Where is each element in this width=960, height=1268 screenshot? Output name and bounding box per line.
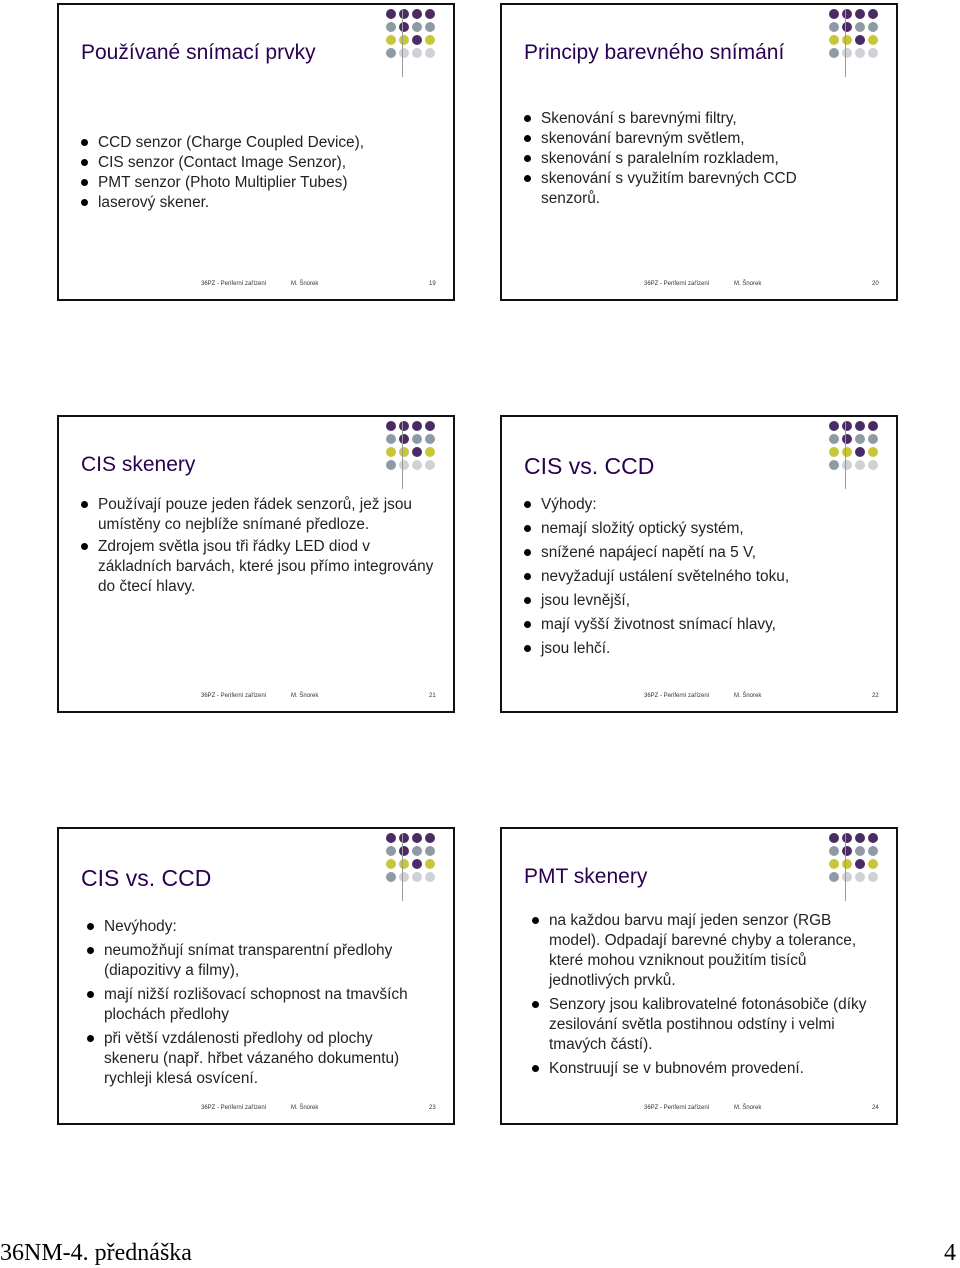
slide-number: 20 — [872, 281, 879, 287]
footer-course: 36PZ - Periferní zařízení — [201, 281, 267, 287]
decorative-dot — [399, 846, 409, 856]
footer-author: M. Šnorek — [291, 281, 319, 287]
decorative-dot — [386, 421, 396, 431]
decorative-dot — [829, 872, 839, 882]
decorative-dot — [386, 48, 396, 58]
page-number: 4 — [944, 1240, 956, 1266]
slide-number: 22 — [872, 693, 879, 699]
decorative-dot — [829, 460, 839, 470]
decorative-dot — [842, 9, 852, 19]
decorative-dot-grid — [386, 421, 435, 470]
decorative-dot — [386, 846, 396, 856]
list-item: Nevýhody: — [87, 917, 427, 937]
decorative-dot — [855, 9, 865, 19]
decorative-dot-grid — [829, 9, 878, 58]
bullet-list — [81, 495, 439, 597]
decorative-dot — [399, 22, 409, 32]
decorative-dot — [842, 434, 852, 444]
decorative-dot — [425, 48, 435, 58]
slide-21 — [57, 415, 455, 713]
list-item: snížené napájecí napětí na 5 V, — [524, 543, 886, 563]
decorative-dot — [399, 434, 409, 444]
decorative-dot — [829, 22, 839, 32]
footer-course: 36PZ - Periferní zařízení — [201, 1105, 267, 1111]
decorative-dot — [425, 447, 435, 457]
slide-title: Používané snímací prvky — [81, 41, 316, 64]
slide-20 — [500, 3, 898, 301]
decorative-dot — [868, 460, 878, 470]
decorative-dot — [855, 48, 865, 58]
decorative-dot — [855, 460, 865, 470]
footer-author: M. Šnorek — [734, 281, 762, 287]
decorative-dot — [425, 833, 435, 843]
slide-number: 19 — [429, 281, 436, 287]
decorative-dot — [386, 460, 396, 470]
decorative-dot — [412, 859, 422, 869]
decorative-dot-grid — [829, 833, 878, 882]
decorative-dot — [868, 859, 878, 869]
list-item: Senzory jsou kalibrovatelné fotonásobiče (díky zesilování světla postihnou odstíny i velmi tmavých částí). — [532, 995, 874, 1055]
list-item: nemají složitý optický systém, — [524, 519, 886, 539]
list-item: nevyžadují ustálení světelného toku, — [524, 567, 886, 587]
slide-title: CIS vs. CCD — [81, 865, 212, 891]
decorative-dot — [412, 48, 422, 58]
footer-course: 36PZ - Periferní zařízení — [644, 281, 710, 287]
list-item: na každou barvu mají jeden senzor (RGB model). Odpadají barevné chyby a tolerance, které mohou vzniknout použitím tisíců jednotlivých prvků. — [532, 911, 874, 991]
decorative-dot — [842, 421, 852, 431]
decorative-dot — [386, 35, 396, 45]
decorative-dot — [855, 22, 865, 32]
decorative-dot — [425, 421, 435, 431]
decorative-dot-grid — [386, 833, 435, 882]
list-item: CCD senzor (Charge Coupled Device), — [81, 133, 443, 153]
decorative-dot — [399, 48, 409, 58]
decorative-dot — [399, 872, 409, 882]
decorative-dot — [855, 846, 865, 856]
slide-title: CIS vs. CCD — [524, 453, 655, 479]
decorative-dot — [868, 846, 878, 856]
slide-23 — [57, 827, 455, 1125]
lecture-title: 36NM-4. přednáška — [0, 1240, 192, 1266]
decorative-dot — [386, 833, 396, 843]
divider-line — [845, 421, 846, 489]
decorative-dot — [425, 859, 435, 869]
list-item: jsou lehčí. — [524, 639, 886, 659]
decorative-dot — [412, 846, 422, 856]
decorative-dot — [829, 35, 839, 45]
divider-line — [845, 9, 846, 77]
decorative-dot — [842, 35, 852, 45]
decorative-dot — [425, 9, 435, 19]
decorative-dot — [842, 447, 852, 457]
decorative-dot — [855, 421, 865, 431]
decorative-dot — [829, 434, 839, 444]
decorative-dot — [386, 872, 396, 882]
decorative-dot — [425, 846, 435, 856]
decorative-dot — [842, 859, 852, 869]
bullet-list — [524, 495, 886, 659]
list-item: skenování barevným světlem, — [524, 129, 836, 149]
slide-title: PMT skenery — [524, 865, 648, 888]
decorative-dot — [868, 9, 878, 19]
list-item: jsou levnější, — [524, 591, 886, 611]
decorative-dot — [829, 48, 839, 58]
decorative-dot — [829, 447, 839, 457]
decorative-dot — [842, 22, 852, 32]
decorative-dot — [412, 9, 422, 19]
decorative-dot — [425, 872, 435, 882]
decorative-dot — [425, 434, 435, 444]
decorative-dot — [842, 460, 852, 470]
divider-line — [402, 421, 403, 489]
footer-author: M. Šnorek — [734, 1105, 762, 1111]
decorative-dot — [399, 460, 409, 470]
decorative-dot — [412, 872, 422, 882]
decorative-dot — [829, 833, 839, 843]
divider-line — [845, 833, 846, 901]
slide-number: 23 — [429, 1105, 436, 1111]
list-item: neumožňují snímat transparentní předlohy (diapozitivy a filmy), — [87, 941, 427, 981]
decorative-dot — [842, 833, 852, 843]
slide-number: 21 — [429, 693, 436, 699]
footer-author: M. Šnorek — [291, 1105, 319, 1111]
decorative-dot — [868, 48, 878, 58]
list-item: Používají pouze jeden řádek senzorů, jež jsou umístěny co nejblíže snímané předloze. — [81, 495, 439, 535]
list-item: Konstruují se v bubnovém provedení. — [532, 1059, 874, 1079]
decorative-dot — [399, 421, 409, 431]
list-item: Zdrojem světla jsou tři řádky LED diod v základních barvách, které jsou přímo integrovány do čtecí hlavy. — [81, 537, 439, 597]
list-item: laserový skener. — [81, 193, 443, 213]
slide-title: CIS skenery — [81, 453, 196, 476]
list-item: při větší vzdálenosti předlohy od plochy skeneru (např. hřbet vázaného dokumentu) rychleji klesá osvícení. — [87, 1029, 427, 1089]
decorative-dot — [412, 434, 422, 444]
decorative-dot — [386, 447, 396, 457]
slide-24 — [500, 827, 898, 1125]
decorative-dot — [412, 22, 422, 32]
decorative-dot — [399, 447, 409, 457]
decorative-dot-grid — [386, 9, 435, 58]
decorative-dot — [399, 35, 409, 45]
decorative-dot — [842, 48, 852, 58]
decorative-dot — [855, 35, 865, 45]
decorative-dot — [399, 833, 409, 843]
decorative-dot — [829, 421, 839, 431]
decorative-dot — [855, 434, 865, 444]
list-item: mají vyšší životnost snímací hlavy, — [524, 615, 886, 635]
decorative-dot — [868, 872, 878, 882]
bullet-list — [524, 109, 836, 209]
footer-course: 36PZ - Periferní zařízení — [644, 693, 710, 699]
list-item: skenování s využitím barevných CCD senzorů. — [524, 169, 836, 209]
list-item: Skenování s barevnými filtry, — [524, 109, 836, 129]
decorative-dot — [868, 447, 878, 457]
slide-22 — [500, 415, 898, 713]
bullet-list — [87, 917, 427, 1089]
decorative-dot — [829, 859, 839, 869]
decorative-dot — [412, 460, 422, 470]
list-item: mají nižší rozlišovací schopnost na tmavších plochách předlohy — [87, 985, 427, 1025]
slide-title: Principy barevného snímání — [524, 41, 785, 64]
decorative-dot — [386, 434, 396, 444]
decorative-dot — [386, 22, 396, 32]
list-item: Výhody: — [524, 495, 886, 515]
decorative-dot — [412, 447, 422, 457]
decorative-dot — [855, 859, 865, 869]
decorative-dot — [829, 9, 839, 19]
divider-line — [402, 9, 403, 77]
footer-course: 36PZ - Periferní zařízení — [201, 693, 267, 699]
decorative-dot — [399, 859, 409, 869]
list-item: PMT senzor (Photo Multiplier Tubes) — [81, 173, 443, 193]
footer-author: M. Šnorek — [291, 693, 319, 699]
decorative-dot — [842, 846, 852, 856]
footer-course: 36PZ - Periferní zařízení — [644, 1105, 710, 1111]
decorative-dot — [425, 22, 435, 32]
decorative-dot — [855, 833, 865, 843]
decorative-dot — [868, 421, 878, 431]
list-item: skenování s paralelním rozkladem, — [524, 149, 836, 169]
divider-line — [402, 833, 403, 901]
decorative-dot — [425, 35, 435, 45]
list-item: CIS senzor (Contact Image Senzor), — [81, 153, 443, 173]
bullet-list — [81, 133, 443, 213]
bullet-list — [532, 911, 874, 1079]
decorative-dot — [868, 833, 878, 843]
decorative-dot — [412, 35, 422, 45]
slide-19 — [57, 3, 455, 301]
decorative-dot — [842, 872, 852, 882]
decorative-dot-grid — [829, 421, 878, 470]
slide-number: 24 — [872, 1105, 879, 1111]
decorative-dot — [855, 447, 865, 457]
decorative-dot — [412, 833, 422, 843]
decorative-dot — [425, 460, 435, 470]
decorative-dot — [829, 846, 839, 856]
decorative-dot — [386, 9, 396, 19]
decorative-dot — [412, 421, 422, 431]
decorative-dot — [399, 9, 409, 19]
footer-author: M. Šnorek — [734, 693, 762, 699]
decorative-dot — [855, 872, 865, 882]
decorative-dot — [386, 859, 396, 869]
decorative-dot — [868, 22, 878, 32]
decorative-dot — [868, 35, 878, 45]
decorative-dot — [868, 434, 878, 444]
